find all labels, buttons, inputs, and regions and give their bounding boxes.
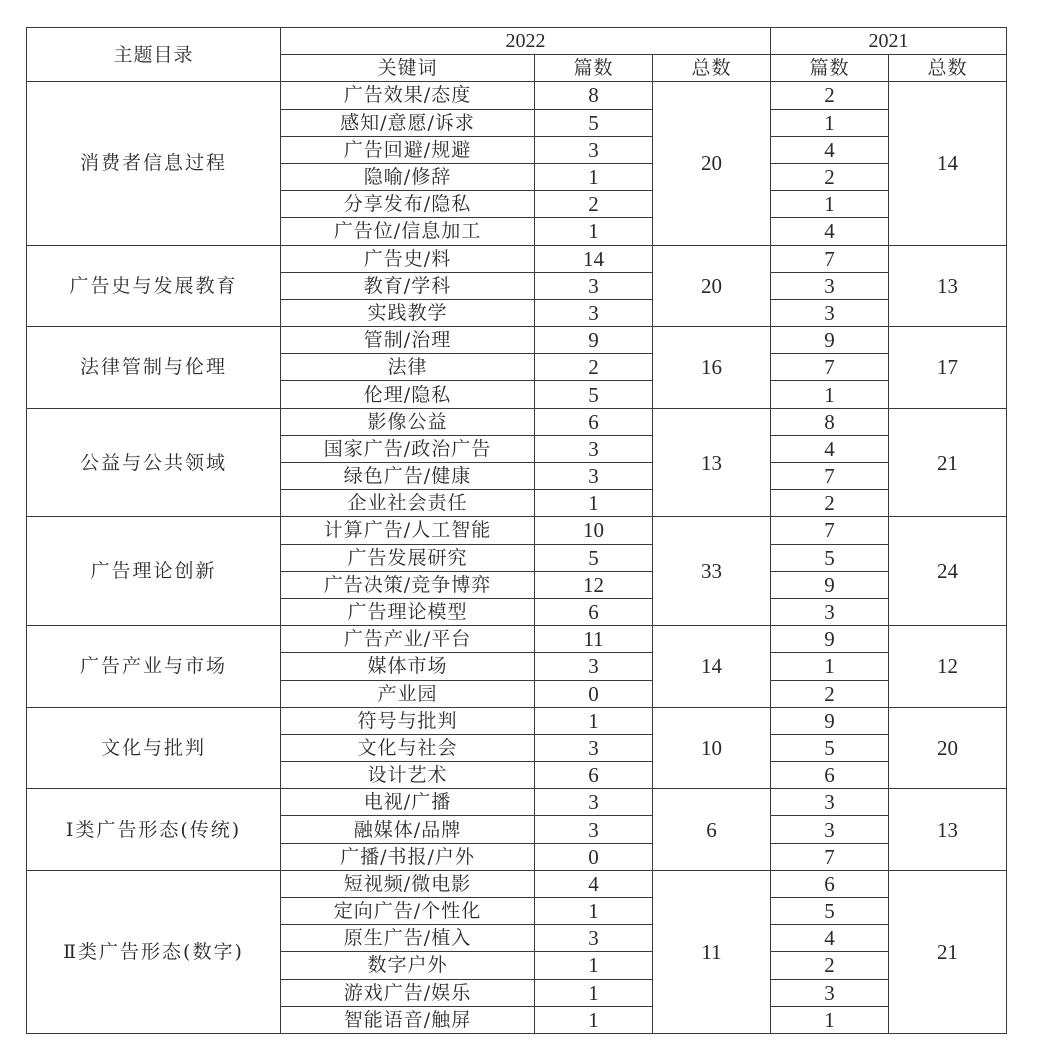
topic-cell: 法律管制与伦理: [27, 327, 281, 409]
keyword-cell: 游戏广告/娱乐: [281, 979, 535, 1006]
topic-cell: 公益与公共领域: [27, 408, 281, 517]
count-2021-cell: 9: [771, 571, 889, 598]
table-row: [27, 245, 1007, 272]
total-2021-cell: 12: [889, 626, 1007, 708]
count-2022-cell: 5: [535, 381, 653, 408]
count-2021-cell: 3: [771, 789, 889, 816]
keyword-cell: 国家广告/政治广告: [281, 435, 535, 462]
count-2022-cell: 3: [535, 299, 653, 326]
keyword-cell: 广告回避/规避: [281, 136, 535, 163]
count-2021-cell: 6: [771, 762, 889, 789]
count-2022-cell: 11: [535, 626, 653, 653]
keyword-cell: 实践教学: [281, 299, 535, 326]
count-2021-cell: 5: [771, 734, 889, 761]
keyword-cell: 管制/治理: [281, 327, 535, 354]
table-row: [27, 517, 1007, 544]
count-2021-cell: 5: [771, 544, 889, 571]
count-2021-cell: 7: [771, 463, 889, 490]
total-2022-cell: 11: [653, 870, 771, 1033]
count-2022-cell: 1: [535, 1006, 653, 1033]
topic-keyword-table: [26, 27, 1007, 1034]
keyword-cell: 文化与社会: [281, 734, 535, 761]
count-2021-cell: 1: [771, 1006, 889, 1033]
header-year-2022: 2022: [281, 28, 771, 55]
count-2022-cell: 3: [535, 816, 653, 843]
total-2022-cell: 33: [653, 517, 771, 626]
count-2022-cell: 3: [535, 925, 653, 952]
count-2022-cell: 4: [535, 870, 653, 897]
count-2021-cell: 7: [771, 843, 889, 870]
count-2021-cell: 6: [771, 870, 889, 897]
count-2021-cell: 3: [771, 979, 889, 1006]
count-2022-cell: 6: [535, 408, 653, 435]
count-2021-cell: 7: [771, 354, 889, 381]
topic-cell: 广告理论创新: [27, 517, 281, 626]
total-2021-cell: 20: [889, 707, 1007, 789]
count-2022-cell: 1: [535, 707, 653, 734]
count-2022-cell: 3: [535, 789, 653, 816]
count-2021-cell: 1: [771, 109, 889, 136]
header-topic: 主题目录: [27, 28, 281, 82]
table-row: [27, 626, 1007, 653]
total-2021-cell: 13: [889, 245, 1007, 327]
header-total-2022: 总数: [653, 55, 771, 82]
topic-cell: 广告产业与市场: [27, 626, 281, 708]
keyword-cell: 广告史/料: [281, 245, 535, 272]
keyword-cell: 广告理论模型: [281, 598, 535, 625]
keyword-cell: 广告效果/态度: [281, 82, 535, 109]
keyword-cell: 原生广告/植入: [281, 925, 535, 952]
keyword-cell: 感知/意愿/诉求: [281, 109, 535, 136]
topic-cell: 广告史与发展教育: [27, 245, 281, 327]
total-2022-cell: 13: [653, 408, 771, 517]
count-2021-cell: 9: [771, 327, 889, 354]
table-row: [27, 789, 1007, 816]
topic-cell: Ⅰ类广告形态(传统): [27, 789, 281, 871]
count-2021-cell: 3: [771, 598, 889, 625]
count-2021-cell: 5: [771, 898, 889, 925]
total-2021-cell: 21: [889, 408, 1007, 517]
count-2022-cell: 2: [535, 191, 653, 218]
topic-cell: 文化与批判: [27, 707, 281, 789]
table-row: [27, 707, 1007, 734]
keyword-cell: 媒体市场: [281, 653, 535, 680]
count-2022-cell: 1: [535, 898, 653, 925]
keyword-cell: 广告产业/平台: [281, 626, 535, 653]
count-2021-cell: 2: [771, 82, 889, 109]
keyword-cell: 广告决策/竞争博弈: [281, 571, 535, 598]
count-2022-cell: 3: [535, 136, 653, 163]
total-2022-cell: 6: [653, 789, 771, 871]
header-keyword: 关键词: [281, 55, 535, 82]
count-2021-cell: 3: [771, 272, 889, 299]
keyword-cell: 伦理/隐私: [281, 381, 535, 408]
keyword-cell: 电视/广播: [281, 789, 535, 816]
count-2022-cell: 5: [535, 109, 653, 136]
header-total-2021: 总数: [889, 55, 1007, 82]
total-2022-cell: 10: [653, 707, 771, 789]
keyword-cell: 计算广告/人工智能: [281, 517, 535, 544]
count-2021-cell: 3: [771, 816, 889, 843]
count-2021-cell: 4: [771, 925, 889, 952]
total-2022-cell: 14: [653, 626, 771, 708]
total-2021-cell: 14: [889, 82, 1007, 245]
count-2022-cell: 1: [535, 218, 653, 245]
keyword-cell: 分享发布/隐私: [281, 191, 535, 218]
count-2022-cell: 6: [535, 598, 653, 625]
keyword-cell: 智能语音/触屏: [281, 1006, 535, 1033]
count-2022-cell: 1: [535, 490, 653, 517]
count-2021-cell: 2: [771, 163, 889, 190]
count-2021-cell: 8: [771, 408, 889, 435]
count-2022-cell: 5: [535, 544, 653, 571]
keyword-cell: 符号与批判: [281, 707, 535, 734]
header-count-2022: 篇数: [535, 55, 653, 82]
keyword-cell: 绿色广告/健康: [281, 463, 535, 490]
total-2021-cell: 17: [889, 327, 1007, 409]
total-2022-cell: 20: [653, 245, 771, 327]
count-2022-cell: 0: [535, 680, 653, 707]
count-2021-cell: 4: [771, 136, 889, 163]
total-2021-cell: 21: [889, 870, 1007, 1033]
header-count-2021: 篇数: [771, 55, 889, 82]
count-2022-cell: 1: [535, 952, 653, 979]
count-2022-cell: 1: [535, 979, 653, 1006]
count-2021-cell: 9: [771, 707, 889, 734]
count-2021-cell: 1: [771, 191, 889, 218]
count-2021-cell: 4: [771, 435, 889, 462]
count-2022-cell: 3: [535, 463, 653, 490]
count-2021-cell: 3: [771, 299, 889, 326]
table-row: [27, 408, 1007, 435]
count-2021-cell: 2: [771, 952, 889, 979]
table-row: [27, 870, 1007, 897]
count-2022-cell: 2: [535, 354, 653, 381]
count-2021-cell: 2: [771, 490, 889, 517]
count-2022-cell: 3: [535, 734, 653, 761]
count-2022-cell: 12: [535, 571, 653, 598]
count-2021-cell: 2: [771, 680, 889, 707]
keyword-cell: 产业园: [281, 680, 535, 707]
keyword-cell: 广告位/信息加工: [281, 218, 535, 245]
count-2021-cell: 7: [771, 517, 889, 544]
count-2022-cell: 0: [535, 843, 653, 870]
count-2021-cell: 1: [771, 653, 889, 680]
count-2022-cell: 9: [535, 327, 653, 354]
table-row: [27, 327, 1007, 354]
count-2021-cell: 4: [771, 218, 889, 245]
count-2022-cell: 3: [535, 272, 653, 299]
keyword-cell: 定向广告/个性化: [281, 898, 535, 925]
topic-cell: 消费者信息过程: [27, 82, 281, 245]
keyword-cell: 数字户外: [281, 952, 535, 979]
keyword-cell: 广播/书报/户外: [281, 843, 535, 870]
count-2021-cell: 7: [771, 245, 889, 272]
keyword-cell: 融媒体/品牌: [281, 816, 535, 843]
header-row-years: [27, 28, 1007, 55]
keyword-cell: 短视频/微电影: [281, 870, 535, 897]
count-2022-cell: 1: [535, 163, 653, 190]
total-2022-cell: 16: [653, 327, 771, 409]
count-2022-cell: 10: [535, 517, 653, 544]
header-year-2021: 2021: [771, 28, 1007, 55]
count-2021-cell: 1: [771, 381, 889, 408]
count-2021-cell: 9: [771, 626, 889, 653]
keyword-cell: 法律: [281, 354, 535, 381]
table-row: [27, 82, 1007, 109]
count-2022-cell: 6: [535, 762, 653, 789]
total-2022-cell: 20: [653, 82, 771, 245]
keyword-cell: 隐喻/修辞: [281, 163, 535, 190]
count-2022-cell: 3: [535, 435, 653, 462]
keyword-cell: 广告发展研究: [281, 544, 535, 571]
count-2022-cell: 8: [535, 82, 653, 109]
count-2022-cell: 14: [535, 245, 653, 272]
topic-cell: Ⅱ类广告形态(数字): [27, 870, 281, 1033]
keyword-cell: 影像公益: [281, 408, 535, 435]
total-2021-cell: 13: [889, 789, 1007, 871]
total-2021-cell: 24: [889, 517, 1007, 626]
keyword-cell: 教育/学科: [281, 272, 535, 299]
keyword-cell: 设计艺术: [281, 762, 535, 789]
keyword-cell: 企业社会责任: [281, 490, 535, 517]
table-container: [26, 27, 1007, 1034]
count-2022-cell: 3: [535, 653, 653, 680]
